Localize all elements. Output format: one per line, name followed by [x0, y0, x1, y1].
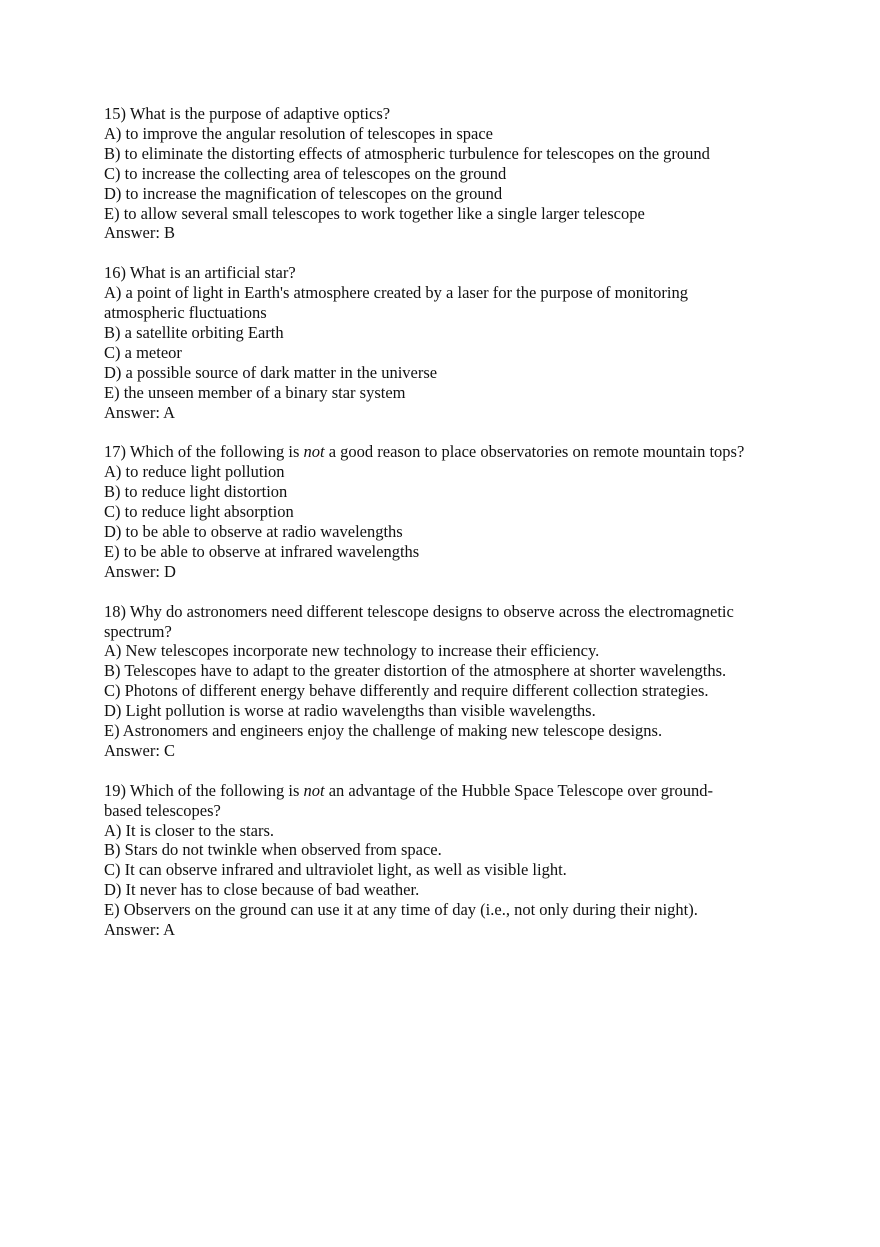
option-a: A) New telescopes incorporate new technology to increase their efficiency. [104, 641, 600, 661]
option-a: A) to reduce light pollution [104, 462, 285, 482]
option-d: D) to be able to observe at radio wavelengths [104, 522, 403, 541]
stem-text-pre: 19) Which of the following is [104, 780, 304, 800]
option-d: D) a possible source of dark matter in the universe [104, 362, 438, 382]
option-c: C) a meteor [104, 342, 182, 362]
option-c: C) Photons of different energy behave differently and require different collection strategies. [104, 681, 709, 701]
option-a: A) It is closer to the stars. [104, 820, 275, 840]
question-stem-continued: based telescopes? [104, 800, 221, 820]
question-16 [104, 263, 804, 422]
option-a: A) to improve the angular resolution of telescopes in space [104, 123, 494, 143]
stem-text-pre: 17) Which of the following is [104, 442, 304, 462]
option-a-continued: atmospheric fluctuations [104, 303, 267, 323]
question-19 [104, 781, 804, 940]
option-b: B) to eliminate the distorting effects of atmospheric turbulence for telescopes on the ground [104, 143, 710, 163]
stem-emphasis: not [303, 780, 325, 800]
question-stem [104, 781, 804, 801]
question-stem: 16) What is an artificial star? [104, 263, 296, 283]
question-stem: 18) Why do astronomers need different telescope designs to observe across the electromagnetic [104, 601, 734, 621]
question-stem [104, 442, 804, 462]
option-d: D) It never has to close because of bad weather. [104, 880, 420, 900]
question-stem: 15) What is the purpose of adaptive optics? [104, 104, 391, 123]
answer: Answer: B [104, 223, 176, 243]
option-d: D) to increase the magnification of telescopes on the ground [104, 183, 503, 203]
stem-emphasis: not [303, 442, 325, 462]
option-b: B) a satellite orbiting Earth [104, 322, 284, 342]
option-c: C) to reduce light absorption [104, 502, 294, 522]
stem-text-post: a good reason to place observatories on remote mountain tops? [324, 442, 745, 462]
question-stem-continued: spectrum? [104, 621, 172, 641]
option-c: C) to increase the collecting area of telescopes on the ground [104, 163, 507, 183]
document-page [104, 104, 804, 960]
question-15 [104, 104, 804, 243]
question-18 [104, 602, 804, 761]
stem-text-post: an advantage of the Hubble Space Telescope over ground- [324, 780, 714, 800]
option-b: B) to reduce light distortion [104, 482, 288, 502]
option-c: C) It can observe infrared and ultraviolet light, as well as visible light. [104, 860, 567, 880]
option-a: A) a point of light in Earth's atmosphere created by a laser for the purpose of monitoring [104, 283, 688, 303]
option-d: D) Light pollution is worse at radio wavelengths than visible wavelengths. [104, 701, 596, 721]
option-e: E) the unseen member of a binary star system [104, 382, 406, 402]
option-e: E) Observers on the ground can use it at any time of day (i.e., not only during their night). [104, 900, 698, 920]
option-e: E) to be able to observe at infrared wavelengths [104, 541, 420, 561]
answer: Answer: C [104, 740, 176, 760]
option-b: B) Telescopes have to adapt to the greater distortion of the atmosphere at shorter wavelengths. [104, 661, 727, 681]
question-17 [104, 442, 804, 581]
option-b: B) Stars do not twinkle when observed from space. [104, 840, 442, 860]
answer: Answer: A [104, 402, 176, 422]
option-e: E) to allow several small telescopes to work together like a single larger telescope [104, 203, 645, 223]
answer: Answer: D [104, 561, 176, 581]
answer: Answer: A [104, 920, 176, 940]
option-e: E) Astronomers and engineers enjoy the challenge of making new telescope designs. [104, 721, 663, 741]
